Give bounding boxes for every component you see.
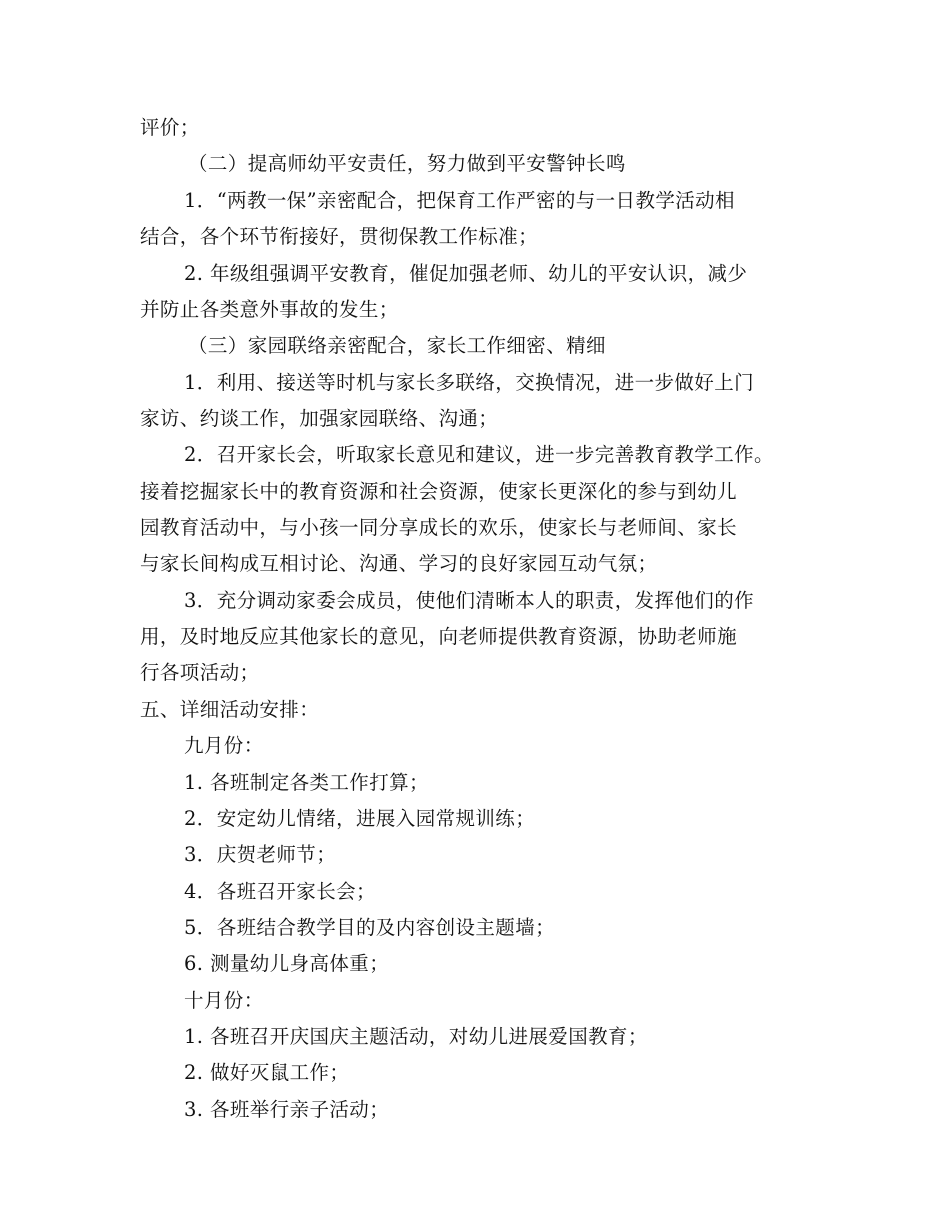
text-line: 2．召开家长会，听取家长意见和建议，进一步完善教育教学工作。 (184, 443, 774, 466)
text-line: 1．“两教一保”亲密配合，把保育工作严密的与一日教学活动相 (184, 189, 735, 212)
text-line: 1．利用、接送等时机与家长多联络，交换情况，进一步做好上门 (184, 371, 755, 394)
text-line: 用，及时地反应其他家长的意见，向老师提供教育资源，协助老师施 (140, 625, 738, 648)
text-line: 家访、约谈工作，加强家园联络、沟通； (140, 407, 499, 430)
list-item: 2. 做好灭鼠工作； (184, 1061, 350, 1084)
list-item: 1. 各班制定各类工作打算； (184, 771, 429, 794)
list-item: 5．各班结合教学目的及内容创设主题墙； (184, 916, 556, 939)
month-heading: 十月份： (184, 989, 264, 1012)
list-item: 2．安定幼儿情绪，进展入园常规训练； (184, 807, 536, 830)
text-line: 并防止各类意外事故的发生； (140, 298, 399, 321)
text-line: 与家长间构成互相讨论、沟通、学习的良好家园互动气氛； (140, 552, 658, 575)
section-heading: 五、详细活动安排： (140, 698, 320, 721)
list-item: 4．各班召开家长会； (184, 880, 376, 903)
section-heading: （二）提高师幼平安责任，努力做到平安警钟长鸣 (188, 152, 626, 175)
text-line: 3．充分调动家委会成员，使他们清晰本人的职责，发挥他们的作 (184, 589, 755, 612)
text-line: 2. 年级组强调平安教育，催促加强老师、幼儿的平安认识，减少 (184, 262, 748, 285)
text-line: 评价； (140, 116, 200, 139)
list-item: 3．庆贺老师节； (184, 843, 337, 866)
text-line: 行各项活动； (140, 661, 260, 684)
text-line: 接着挖掘家长中的教育资源和社会资源，使家长更深化的参与到幼儿 (140, 480, 738, 503)
text-line: 结合，各个环节衔接好，贯彻保教工作标准； (140, 225, 539, 248)
list-item: 6. 测量幼儿身高体重； (184, 952, 390, 975)
text-line: 园教育活动中，与小孩一同分享成长的欢乐，使家长与老师间、家长 (140, 516, 738, 539)
section-heading: （三）家园联络亲密配合，家长工作细密、精细 (188, 334, 606, 357)
list-item: 3. 各班举行亲子活动； (184, 1098, 390, 1121)
month-heading: 九月份： (184, 734, 264, 757)
list-item: 1. 各班召开庆国庆主题活动，对幼儿进展爱国教育； (184, 1025, 648, 1048)
